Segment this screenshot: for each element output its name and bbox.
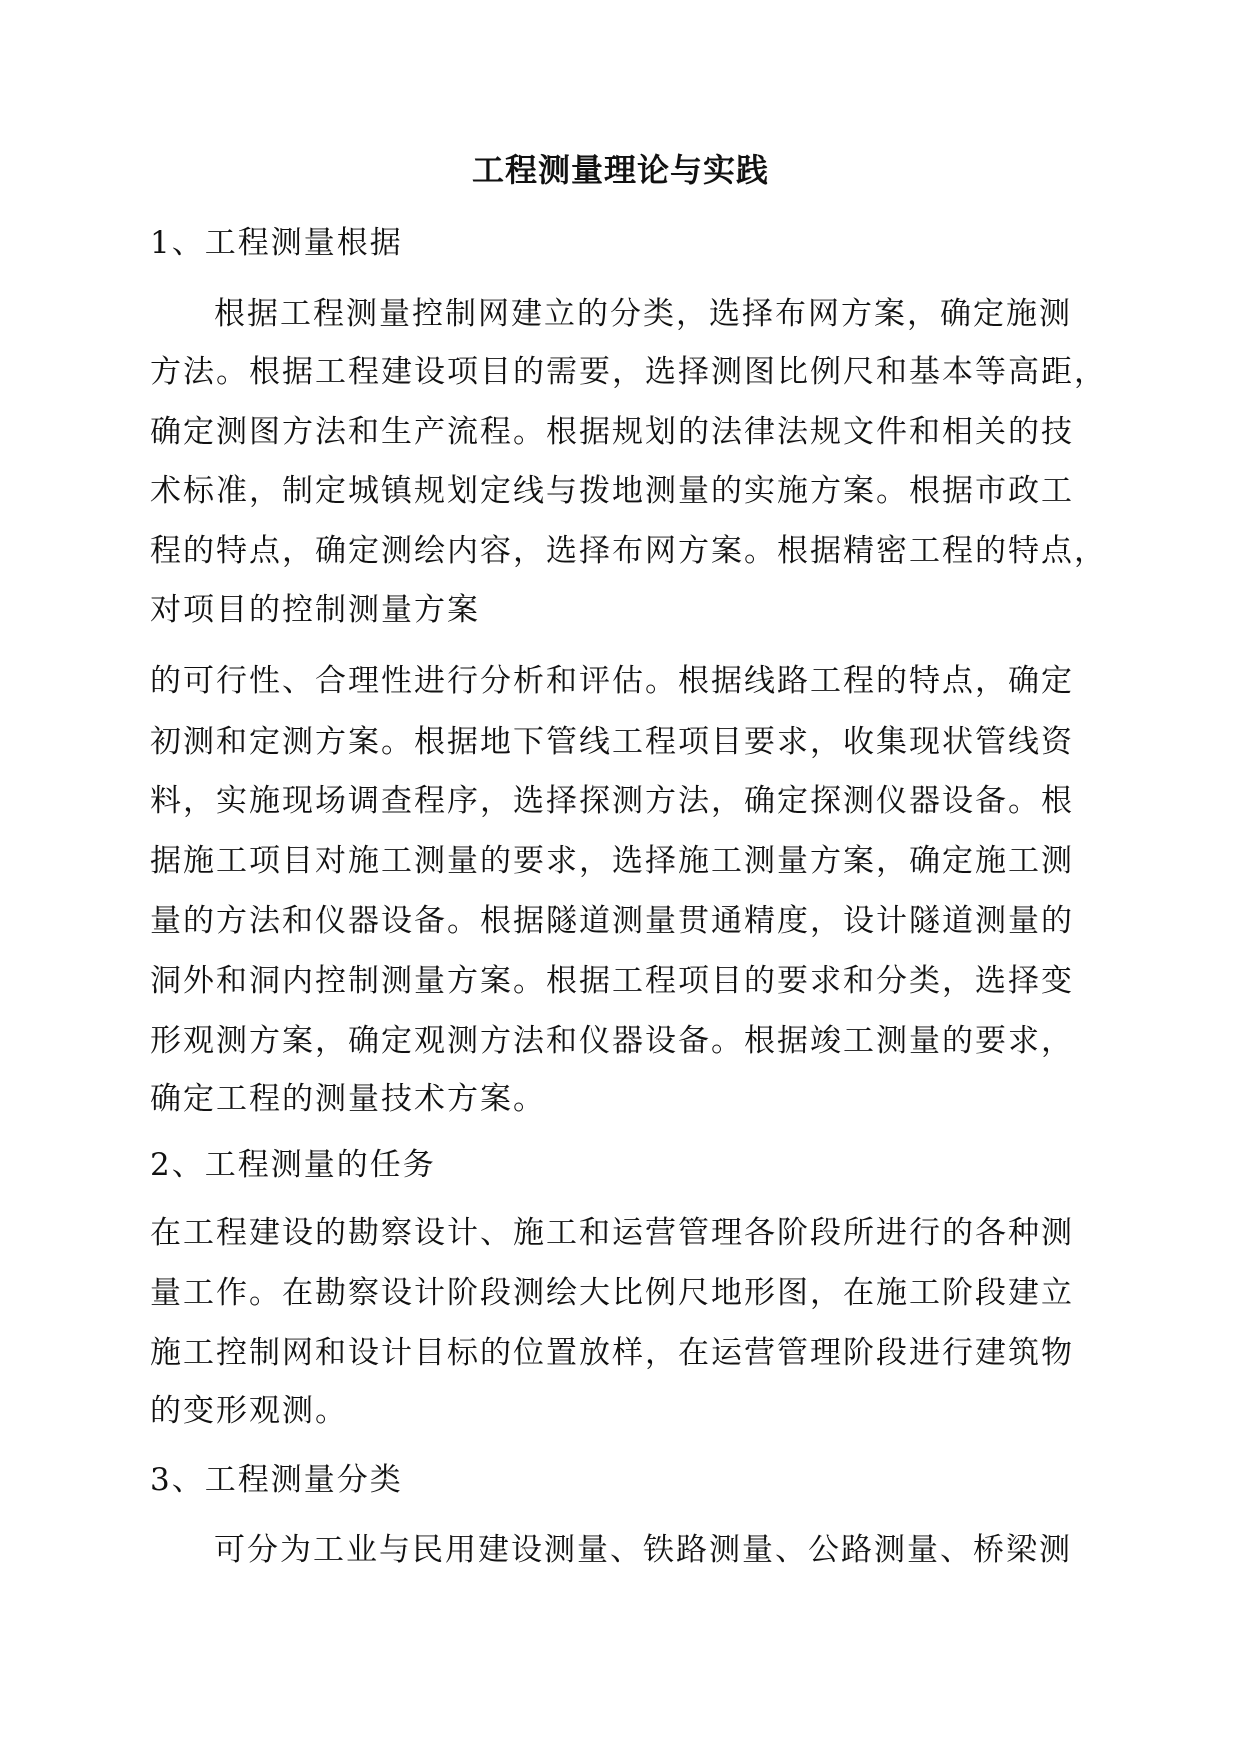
paragraph-line: 确定测图方法和生产流程。根据规划的法律法规文件和相关的技 — [150, 414, 1074, 450]
paragraph-line: 洞外和洞内控制测量方案。根据工程项目的要求和分类，选择变 — [150, 963, 1074, 999]
paragraph-line: 施工控制网和设计目标的位置放样，在运营管理阶段进行建筑物 — [150, 1335, 1074, 1371]
paragraph-line: 据施工项目对施工测量的要求，选择施工测量方案，确定施工测 — [150, 843, 1074, 879]
paragraph-line: 量工作。在勘察设计阶段测绘大比例尺地形图，在施工阶段建立 — [150, 1275, 1074, 1311]
paragraph-line: 的变形观测。 — [150, 1393, 348, 1429]
section-heading-2: 2、工程测量的任务 — [150, 1147, 436, 1183]
section-heading-3: 3、工程测量分类 — [150, 1462, 403, 1498]
paragraph-line: 对项目的控制测量方案 — [150, 592, 480, 628]
paragraph-line: 术标准，制定城镇规划定线与拨地测量的实施方案。根据市政工 — [150, 473, 1074, 509]
paragraph-line: 料，实施现场调查程序，选择探测方法，确定探测仪器设备。根 — [150, 783, 1074, 819]
paragraph-line: 方法。根据工程建设项目的需要，选择测图比例尺和基本等高距， — [150, 354, 1107, 390]
paragraph-line: 确定工程的测量技术方案。 — [150, 1081, 546, 1117]
paragraph-line: 形观测方案，确定观测方法和仪器设备。根据竣工测量的要求， — [150, 1023, 1074, 1059]
paragraph-line: 初测和定测方案。根据地下管线工程项目要求，收集现状管线资 — [150, 724, 1074, 760]
paragraph-line: 的可行性、合理性进行分析和评估。根据线路工程的特点，确定 — [150, 663, 1074, 699]
paragraph-line: 量的方法和仪器设备。根据隧道测量贯通精度，设计隧道测量的 — [150, 903, 1074, 939]
paragraph-line: 在工程建设的勘察设计、施工和运营管理各阶段所进行的各种测 — [150, 1215, 1074, 1251]
document-title: 工程测量理论与实践 — [471, 151, 769, 189]
paragraph-line: 根据工程测量控制网建立的分类，选择布网方案，确定施测 — [214, 296, 1072, 332]
paragraph-line: 可分为工业与民用建设测量、铁路测量、公路测量、桥梁测 — [214, 1532, 1072, 1568]
paragraph-line: 程的特点，确定测绘内容，选择布网方案。根据精密工程的特点， — [150, 533, 1107, 569]
section-heading-1: 1、工程测量根据 — [150, 225, 403, 261]
